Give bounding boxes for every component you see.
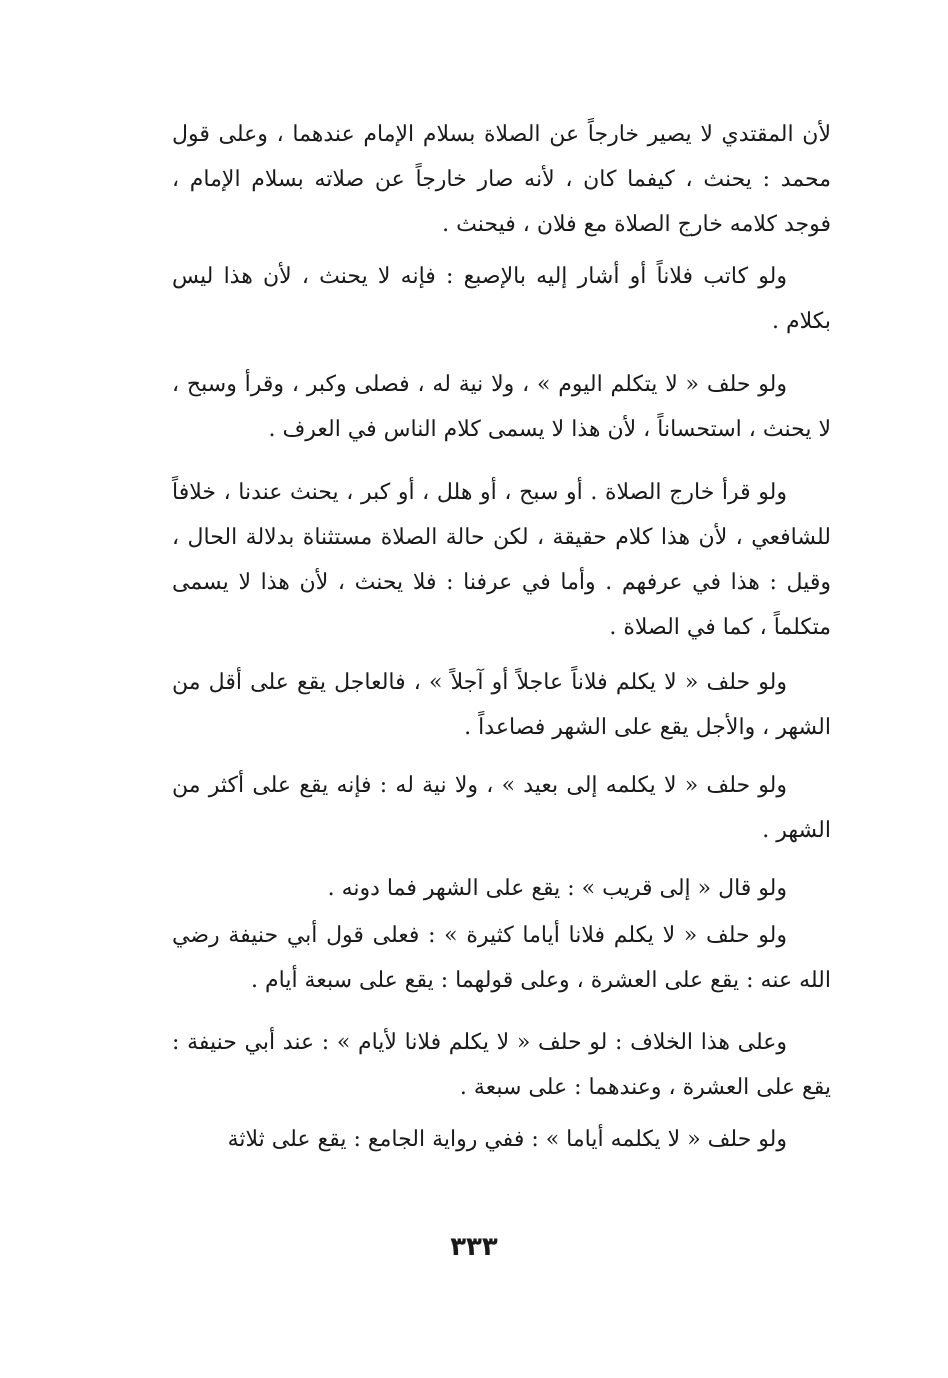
body-text — [172, 112, 831, 1162]
paragraph-10: ولو حلف « لا يكلمه أياما » : ففي رواية الجامع : يقع على ثلاثة — [227, 1127, 787, 1152]
page-number: ٣٣٣ — [450, 1232, 498, 1262]
paragraph-1: لأن المقتدي لا يصير خارجاً عن الصلاة بسلام الإمام عندهما ، وعلى قول محمد : يحنث ، كيفما كان ، لأنه صار خارجاً عن صلاته بسلام الإمام ، فوجد كلامه خارج الصلاة مع فلان ، فيحنث . — [172, 122, 831, 237]
paragraph-4: ولو قرأ خارج الصلاة . أو سبح ، أو هلل ، أو كبر ، يحنث عندنا ، خلافاً للشافعي ، لأن هذا كلام حقيقة ، لكن حالة الصلاة مستثناة بدلالة الحال ، وقيل : هذا في عرفهم . وأما في عرفنا : فلا يحنث ، لأن هذا لا يسمى متكلماً ، كما في الصلاة . — [172, 480, 831, 640]
paragraph-8: ولو حلف « لا يكلم فلانا أياما كثيرة » : فعلى قول أبي حنيفة رضي الله عنه : يقع على العشرة ، وعلى قولهما : يقع على سبعة أيام . — [172, 923, 831, 993]
paragraph-3: ولو حلف « لا يتكلم اليوم » ، ولا نية له ، فصلى وكبر ، وقرأ وسبح ، لا يحنث ، استحساناً ، لأن هذا لا يسمى كلام الناس في العرف . — [172, 372, 831, 442]
paragraph-6: ولو حلف « لا يكلمه إلى بعيد » ، ولا نية له : فإنه يقع على أكثر من الشهر . — [172, 773, 831, 843]
paragraph-2: ولو كاتب فلاناً أو أشار إليه بالإصبع : فإنه لا يحنث ، لأن هذا ليس بكلام . — [172, 264, 831, 334]
paragraph-5: ولو حلف « لا يكلم فلاناً عاجلاً أو آجلاً » ، فالعاجل يقع على أقل من الشهر ، والأجل يقع على الشهر فصاعداً . — [172, 670, 831, 740]
paragraph-7: ولو قال « إلى قريب » : يقع على الشهر فما دونه . — [327, 876, 787, 901]
paragraph-9: وعلى هذا الخلاف : لو حلف « لا يكلم فلانا لأيام » : عند أبي حنيفة : يقع على العشرة ، وعندهما : على سبعة . — [172, 1030, 831, 1100]
